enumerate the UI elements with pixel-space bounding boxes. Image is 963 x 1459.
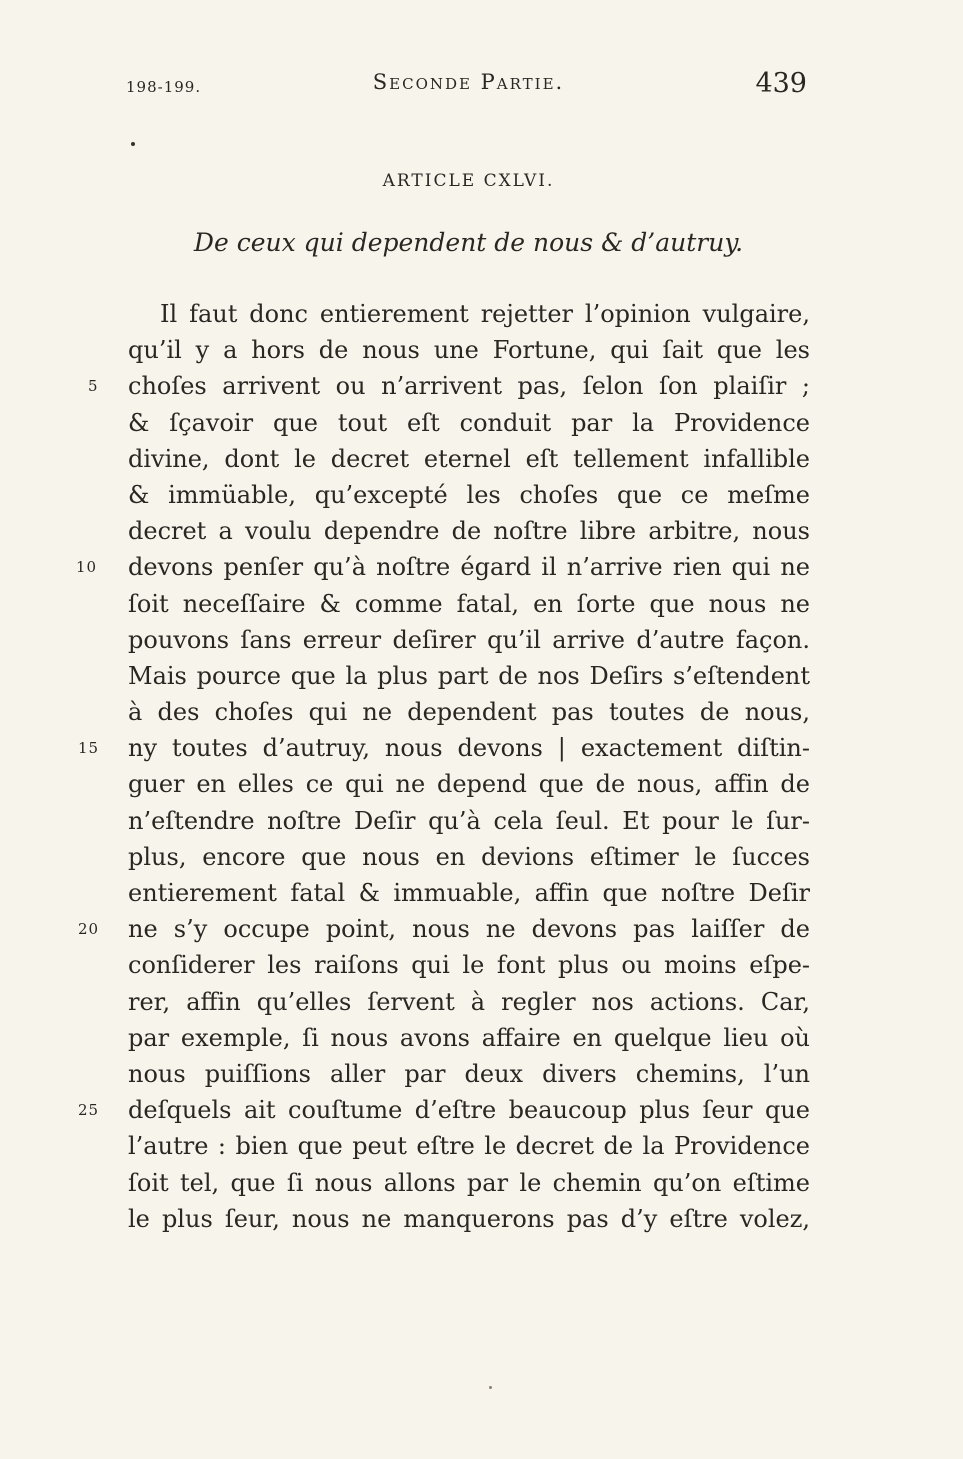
ink-speck: [489, 1386, 492, 1389]
margin-number: 5: [88, 377, 99, 396]
running-head: [126, 68, 811, 108]
text-line: rer, affin qu’elles ſervent à regler nos actions. Car,: [128, 987, 810, 1016]
text-line: conſiderer les raiſons qui le font plus ou moins eſpe-: [128, 951, 810, 980]
text-line: divine, dont le decret eternel eſt tellement infallible: [128, 444, 810, 473]
text-line: & ſçavoir que tout eſt conduit par la Providence: [128, 408, 810, 437]
text-line: deſquels ait couſtume d’eſtre beaucoup plus ſeur que: [128, 1096, 810, 1125]
text-line: ne s’y occupe point, nous ne devons pas laiſſer de: [128, 915, 810, 944]
text-line: à des choſes qui ne dependent pas toutes de nous,: [128, 698, 810, 727]
text-line: l’autre : bien que peut eſtre le decret de la Providence: [128, 1132, 810, 1161]
text-line: Il faut donc entierement rejetter l’opinion vulgaire,: [160, 300, 810, 328]
text-line: nous puiſſions aller par deux divers chemins, l’un: [128, 1059, 810, 1088]
text-line: devons penſer qu’à noſtre égard il n’arrive rien qui ne: [128, 553, 810, 582]
article-subtitle: De ceux qui dependent de nous & d’autruy.: [193, 228, 744, 257]
text-line: plus, encore que nous en devions eſtimer le ſucces: [128, 842, 810, 871]
text-line: pouvons ſans erreur deſirer qu’il arrive d’autre façon.: [128, 625, 810, 654]
margin-number: 15: [78, 739, 100, 758]
text-line: ſoit neceſſaire & comme fatal, en ſorte que nous ne: [128, 589, 810, 618]
text-line: guer en elles ce qui ne depend que de nous, affin de: [128, 770, 810, 799]
folio-range: 198-199.: [126, 78, 202, 96]
margin-number: 25: [78, 1101, 100, 1120]
article-heading: ARTICLE CXLVI.: [382, 171, 555, 191]
text-line: entierement fatal & immuable, affin que noſtre Deſir: [128, 879, 810, 907]
text-line: qu’il y a hors de nous une Fortune, qui ſait que les: [128, 336, 810, 365]
text-line: Mais pource que la plus part de nos Deſirs s’eſtendent: [128, 661, 810, 690]
text-line: & immüable, qu’excepté les choſes que ce meſme: [128, 480, 810, 509]
running-title: Seconde Partie.: [372, 70, 565, 94]
text-line: le plus ſeur, nous ne manquerons pas d’y eſtre volez,: [128, 1204, 810, 1233]
text-line: n’eſtendre noſtre Deſir qu’à cela ſeul. Et pour le ſur-: [128, 806, 810, 835]
margin-number: 20: [78, 920, 100, 939]
page-number: 439: [755, 68, 807, 99]
text-line: choſes arrivent ou n’arrivent pas, ſelon ſon plaiſir ;: [128, 372, 810, 401]
text-line: par exemple, ſi nous avons affaire en quelque lieu où: [128, 1023, 810, 1052]
margin-number: 10: [76, 558, 98, 577]
text-line: ny toutes d’autruy, nous devons | exactement diſtin-: [128, 734, 810, 763]
ink-speck: [131, 142, 135, 146]
body-text: [128, 296, 810, 1237]
text-line: decret a voulu dependre de noſtre libre arbitre, nous: [128, 517, 810, 546]
text-line: ſoit tel, que ſi nous allons par le chemin qu’on eſtime: [128, 1168, 810, 1197]
